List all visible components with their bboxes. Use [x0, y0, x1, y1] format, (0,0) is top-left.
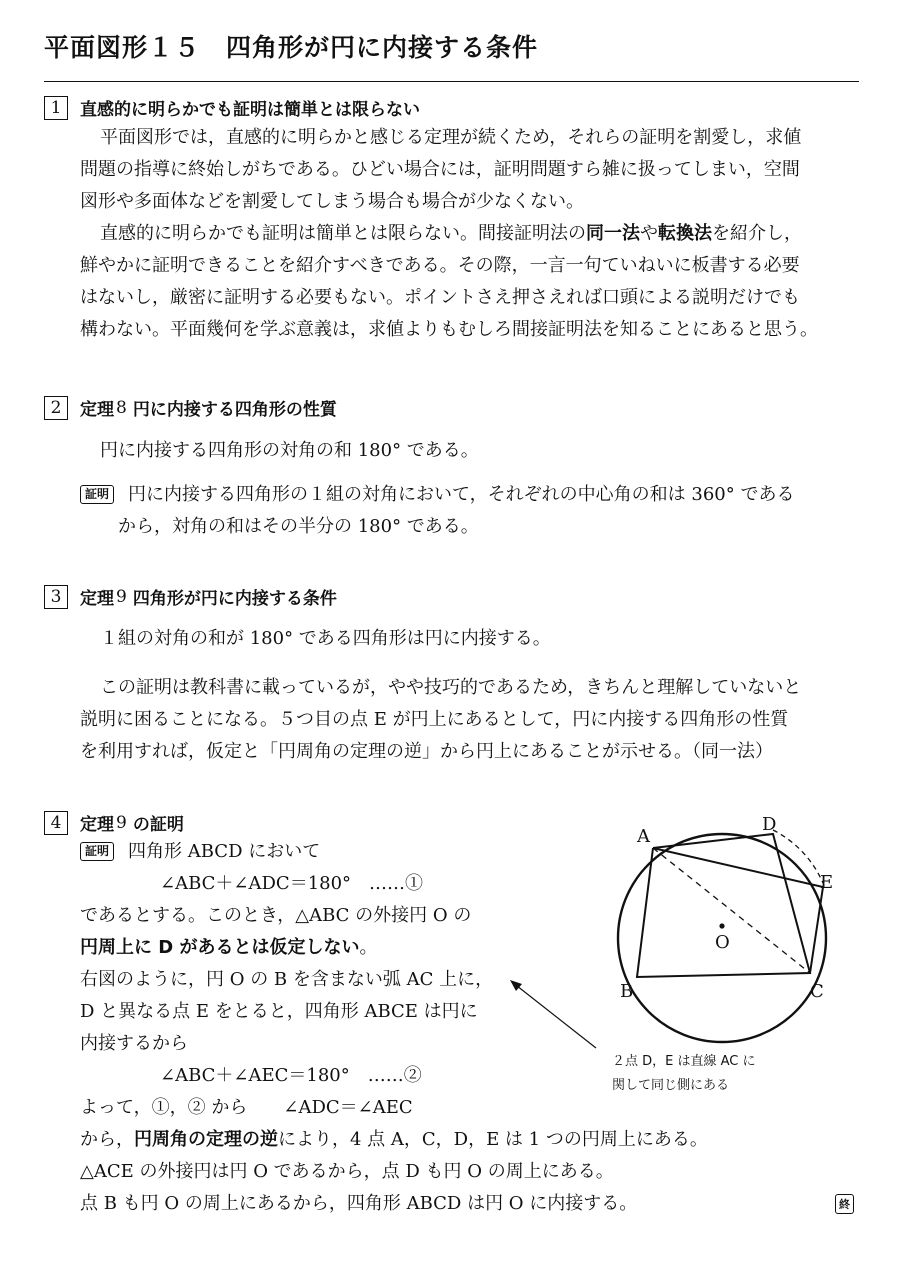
section-number: 4 [44, 811, 68, 835]
text-span: 直感的に明らかでも証明は簡単とは限らない。間接証明法の [100, 223, 586, 244]
text-line: 右図のように，円 O の B を含まない弧 AC 上に， [80, 969, 494, 990]
text-line: よって，①，② から ∠ADC＝∠AEC [80, 1097, 413, 1118]
text-span: 四角形 ABCD において [128, 841, 321, 862]
text-span: 。 [359, 937, 378, 958]
label-e: E [820, 872, 834, 893]
end-mark: 終 [835, 1194, 854, 1214]
text-line: 平面図形では，直感的に明らかと感じる定理が続くため，それらの証明を割愛し，求値 [100, 127, 802, 148]
caption-line: ２点 D，E は直線 AC に [612, 1054, 756, 1069]
arrow-head [510, 980, 522, 991]
text-line: であるとする。このとき，△ABC の外接円 O の [80, 905, 472, 926]
theorem-number: 9 [116, 812, 127, 833]
bold-term: 転換法 [658, 223, 712, 244]
text-span: から， [80, 1129, 134, 1150]
theorem-label: 定理 [80, 589, 114, 609]
text-line: を利用すれば，仮定と「円周角の定理の逆」から円上にあることが示せる。（同一法） [80, 741, 773, 762]
section-title: の証明 [132, 815, 184, 835]
text-line: D と異なる点 E をとると，四角形 ABCE は円に [80, 1001, 478, 1022]
text-line: 鮮やかに証明できることを紹介すべきである。その際，一言一句ていねいに板書する必要 [80, 255, 800, 276]
theorem-number: 9 [116, 586, 127, 607]
text-line: 構わない。平面幾何を学ぶ意義は，求値よりもむしろ間接証明法を知ることにあると思う。 [80, 319, 818, 340]
text-line: △ACE の外接円は円 O であるから，点 D も円 O の周上にある。 [80, 1161, 614, 1182]
arc-ad-dashed [773, 830, 825, 888]
label-b: B [620, 981, 634, 1002]
text-line: 内接するから [80, 1033, 188, 1054]
label-d: D [762, 814, 777, 835]
section-title: 円に内接する四角形の性質 [132, 400, 337, 420]
text-line: 説明に困ることになる。５つ目の点 E が円上にあるとして，円に内接する四角形の性質 [80, 709, 789, 730]
text-span: により，4 点 A，C，D，E は 1 つの円周上にある。 [278, 1129, 708, 1150]
label-c: C [810, 981, 824, 1002]
section-number: 3 [44, 585, 68, 609]
text-span: を紹介し， [712, 223, 802, 244]
theorem-statement: 円に内接する四角形の対角の和 180° である。 [100, 440, 479, 461]
text-line: 点 B も円 O の周上にあるから，四角形 ABCD は円 O に内接する。 [80, 1193, 638, 1214]
caption-line: 関して同じ側にある [612, 1078, 730, 1093]
equation-1: ∠ABC＋∠ADC＝180° ……① [160, 873, 424, 894]
text-line: から，対角の和はその半分の 180° である。 [118, 516, 479, 537]
section-number: 2 [44, 396, 68, 420]
label-o: O [715, 932, 730, 953]
figure-caption [612, 1050, 756, 1098]
text-line: この証明は教科書に載っているが，やや技巧的であるため，きちんと理解していないと [100, 677, 802, 698]
theorem-number: 8 [116, 397, 127, 418]
text-span: 円に内接する四角形の１組の対角において，それぞれの中心角の和は 360° である [128, 484, 795, 505]
page-title: 平面図形１５ 四角形が円に内接する条件 [44, 33, 539, 62]
text-span: や [640, 223, 658, 244]
center-point [719, 923, 724, 928]
text-line: はないし，厳密に証明する必要もない。ポイントさえ押さえれば口頭による説明だけでも [80, 287, 800, 308]
text-line: 図形や多面体などを割愛してしまう場合も場合が少なくない。 [80, 191, 584, 212]
theorem-statement: １組の対角の和が 180° である四角形は円に内接する。 [100, 628, 551, 649]
label-a: A [637, 826, 650, 847]
theorem-label: 定理 [80, 400, 114, 420]
proof-tag: 証明 [80, 842, 114, 861]
bold-term: 円周角の定理の逆 [134, 1129, 278, 1150]
equation-2: ∠ABC＋∠AEC＝180° ……② [160, 1065, 422, 1086]
bold-term: 円周上に D があるとは仮定しない [80, 937, 360, 958]
bold-term: 同一法 [586, 223, 640, 244]
text-line: 問題の指導に終始しがちである。ひどい場合には，証明問題すら雑に扱ってしまい，空間 [80, 159, 800, 180]
section-title: 四角形が円に内接する条件 [132, 589, 337, 609]
section-title: 直感的に明らかでも証明は簡単とは限らない [80, 100, 420, 120]
proof-tag: 証明 [80, 485, 114, 504]
section-number: 1 [44, 96, 68, 120]
pointer-arrow [512, 982, 596, 1048]
theorem-label: 定理 [80, 815, 114, 835]
